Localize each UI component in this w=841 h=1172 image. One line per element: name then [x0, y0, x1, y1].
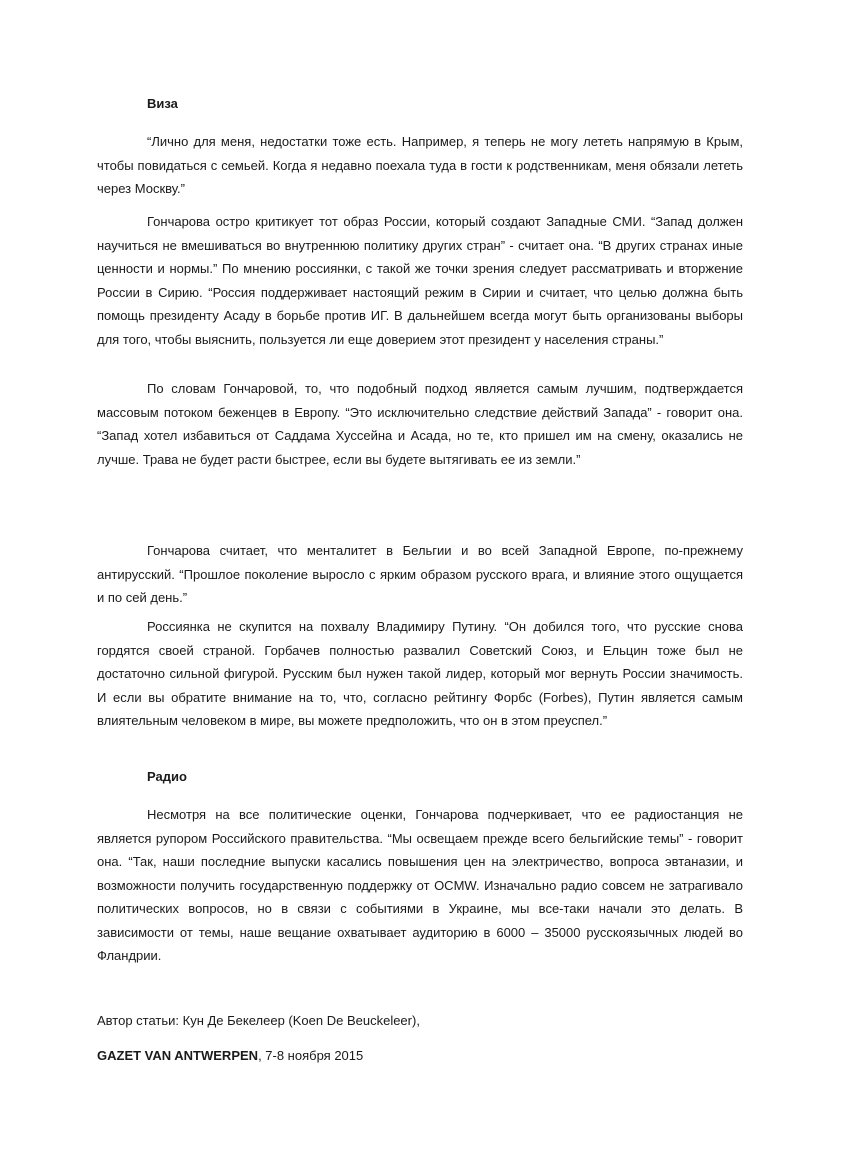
paragraph-5: Россиянка не скупится на похвалу Владимиру Путину. “Он добился того, что русские снова гордятся своей страной. Горбачев полностью развалил Советский Союз, и Ельцин тоже был не достаточно сильной фигурой. Русским был нужен такой лидер, который мог вернуть России значимость. И если вы обратите внимание на то, что, согласно рейтингу Форбс (Forbes), Путин является самым влиятельным человеком в мире, вы можете предположить, что он в этом преуспел.”: [97, 619, 743, 728]
heading-visa: Виза: [147, 96, 178, 111]
paragraph-1: “Лично для меня, недостатки тоже есть. Например, я теперь не могу лететь напрямую в Крым, чтобы повидаться с семьей. Когда я недавно поехала туда в гости к родственникам, меня обязали лететь через Москву.”: [97, 134, 743, 196]
source-date: , 7-8 ноября 2015: [258, 1048, 364, 1063]
paragraph-3: По словам Гончаровой, то, что подобный подход является самым лучшим, подтверждается массовым потоком беженцев в Европу. “Это исключительно следствие действий Запада” - говорит она. “Запад хотел избавиться от Саддама Хуссейна и Асада, но те, кто пришел им на смену, оказались не лучше. Трава не будет расти быстрее, если вы будете вытягивать ее из земли.”: [97, 381, 743, 467]
source-line: [97, 1044, 743, 1068]
paragraph-2: Гончарова остро критикует тот образ России, который создают Западные СМИ. “Запад должен научиться не вмешиваться во внутреннюю политику других стран” - считает она. “В других странах иные ценности и нормы.” По мнению россиянки, с такой же точки зрения следует рассматривать и вторжение России в Сирию. “Россия поддерживает настоящий режим в Сирии и считает, что целью должна быть помощь президенту Асаду в борьбе против ИГ. В дальнейшем всегда могут быть организованы выборы для того, чтобы выяснить, пользуется ли еще доверием этот президент у населения страны.”: [97, 214, 743, 347]
author-line: Автор статьи: Кун Де Бекелеер (Koen De Beuckeleer),: [97, 1013, 420, 1028]
paragraph-4: Гончарова считает, что менталитет в Бельгии и во всей Западной Европе, по-прежнему антирусский. “Прошлое поколение выросло с ярким образом русского врага, и влияние этого ощущается и по сей день.”: [97, 543, 743, 605]
heading-radio: Радио: [147, 769, 187, 784]
paragraph-radio: Несмотря на все политические оценки, Гончарова подчеркивает, что ее радиостанция не является рупором Российского правительства. “Мы освещаем прежде всего бельгийские темы” - говорит она. “Так, наши последние выпуски касались повышения цен на электричество, вопроса эвтаназии, и возможности получить государственную поддержку от OCMW. Изначально радио совсем не затрагивало политических вопросов, но в связи с событиями в Украине, мы все-таки начали это делать. В зависимости от темы, наше вещание охватывает аудиторию в 6000 – 35000 русскоязычных людей во Фландрии.: [97, 807, 743, 963]
source-name: GAZET VAN ANTWERPEN: [97, 1048, 259, 1063]
